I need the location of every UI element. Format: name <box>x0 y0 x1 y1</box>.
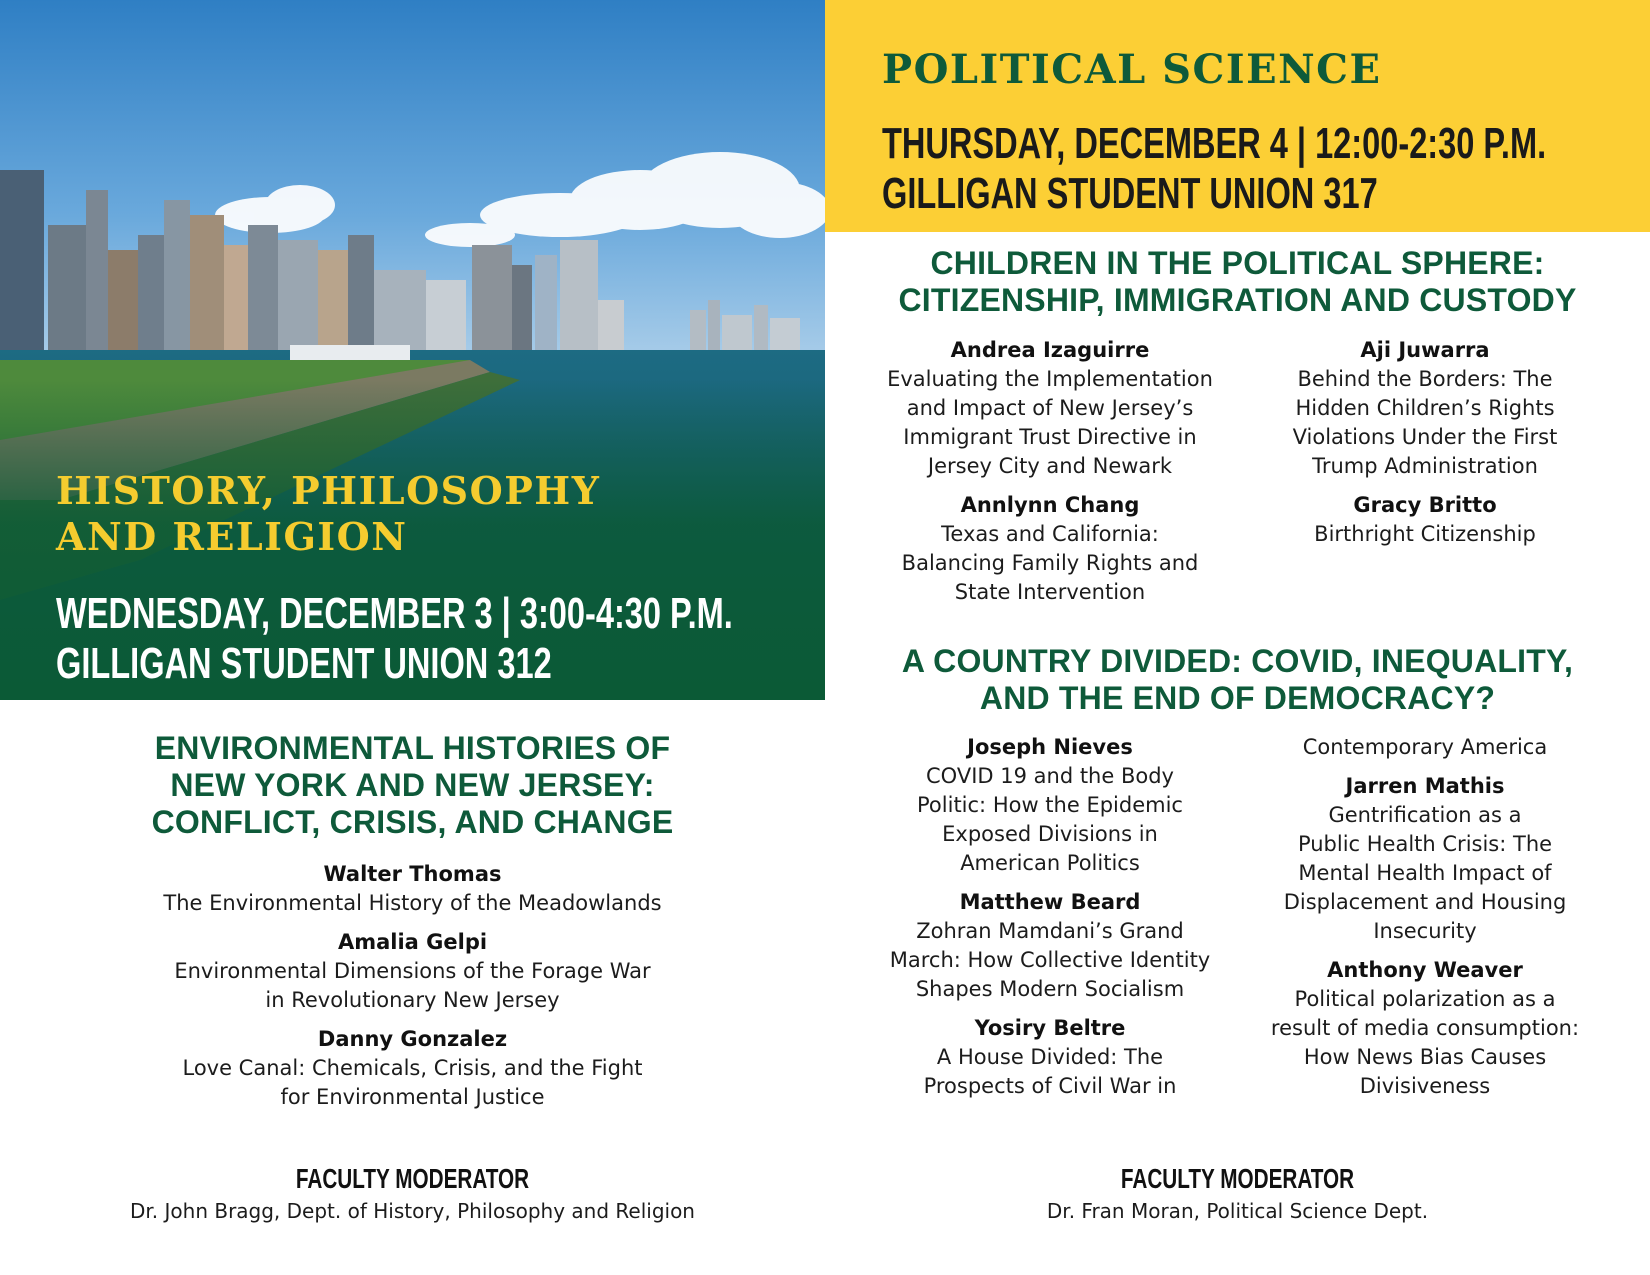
presenter-topic: Evaluating the Implementation and Impact of New Jersey’s Immigrant Trust Directive in Jersey City and Newark <box>887 367 1213 478</box>
presenter-topic: Birthright Citizenship <box>1314 522 1536 546</box>
polisci-panel1-title: CHILDREN IN THE POLITICAL SPHERE: CITIZENSHIP, IMMIGRATION AND CUSTODY <box>898 245 1577 318</box>
history-presenter-list <box>100 860 725 1122</box>
presenter <box>100 1025 725 1112</box>
presenter-topic: Love Canal: Chemicals, Crisis, and the Fight for Environmental Justice <box>182 1056 643 1109</box>
presenter <box>870 336 1230 481</box>
polisci-header <box>825 0 1650 232</box>
history-date-time: WEDNESDAY, DECEMBER 3 | 3:00-4:30 P.M. <box>56 589 733 638</box>
presenter-topic: Texas and California: Balancing Family Rights and State Intervention <box>901 522 1199 604</box>
history-panel-title: ENVIRONMENTAL HISTORIES OF NEW YORK AND NEW JERSEY: CONFLICT, CRISIS, AND CHANGE <box>151 730 674 840</box>
presenter-name: Amalia Gelpi <box>337 930 488 954</box>
presenter <box>100 860 725 918</box>
presenter-name: Joseph Nieves <box>967 735 1133 759</box>
presenter <box>1245 336 1605 481</box>
presenter-topic: A House Divided: The Prospects of Civil War in <box>923 1045 1177 1098</box>
presenter <box>870 733 1230 878</box>
presenter-name: Andrea Izaguirre <box>950 338 1150 362</box>
presenter <box>1245 956 1605 1101</box>
presenter-name: Anthony Weaver <box>1327 958 1523 982</box>
presenter-topic: Political polarization as a result of media consumption: How News Bias Causes Divisiveness <box>1270 987 1580 1098</box>
presenter <box>100 928 725 1015</box>
polisci-location: GILLIGAN STUDENT UNION 317 <box>882 169 1378 218</box>
moderator-name: Dr. John Bragg, Dept. of History, Philosophy and Religion <box>130 1199 695 1223</box>
panel2-column-2 <box>1245 733 1605 1111</box>
presenter-topic: Environmental Dimensions of the Forage War in Revolutionary New Jersey <box>174 959 651 1012</box>
presenter <box>1245 772 1605 946</box>
presenter-topic: The Environmental History of the Meadowlands <box>163 891 662 915</box>
presenter <box>870 491 1230 607</box>
history-location: GILLIGAN STUDENT UNION 312 <box>56 639 552 688</box>
presenter-topic: Zohran Mamdani’s Grand March: How Collective Identity Shapes Modern Socialism <box>889 919 1211 1001</box>
polisci-moderator <box>825 1163 1650 1225</box>
presenter-topic: COVID 19 and the Body Politic: How the Epidemic Exposed Divisions in American Politics <box>917 764 1183 875</box>
presenter-topic: Behind the Borders: The Hidden Children’s Rights Violations Under the First Trump Administration <box>1292 367 1558 478</box>
history-moderator <box>0 1163 825 1225</box>
history-hero <box>0 0 825 700</box>
history-department-title: HISTORY, PHILOSOPHY AND RELIGION <box>56 468 601 559</box>
presenter-name: Annlynn Chang <box>960 493 1140 517</box>
presenter-name: Yosiry Beltre <box>974 1016 1126 1040</box>
presenter-name: Danny Gonzalez <box>317 1027 508 1051</box>
moderator-name: Dr. Fran Moran, Political Science Dept. <box>1046 1199 1429 1223</box>
moderator-label: FACULTY MODERATOR <box>1120 1163 1355 1194</box>
presenter-name: Jarren Mathis <box>1345 774 1505 798</box>
presenter <box>1245 491 1605 549</box>
panel1-column-2 <box>1245 336 1605 559</box>
presenter-name: Aji Juwarra <box>1360 338 1490 362</box>
polisci-panel2-title: A COUNTRY DIVIDED: COVID, INEQUALITY, AND THE END OF DEMOCRACY? <box>901 643 1574 716</box>
presenter-name: Matthew Beard <box>959 890 1141 914</box>
presenter-name: Gracy Britto <box>1353 493 1497 517</box>
presenter <box>870 1014 1230 1101</box>
moderator-label: FACULTY MODERATOR <box>295 1163 530 1194</box>
presenter-topic-continuation <box>1245 733 1605 762</box>
presenter-topic: Contemporary America <box>1302 735 1548 759</box>
polisci-date-time: THURSDAY, DECEMBER 4 | 12:00-2:30 P.M. <box>882 119 1547 168</box>
panel2-column-1 <box>870 733 1230 1111</box>
polisci-department-title: POLITICAL SCIENCE <box>882 46 1382 93</box>
presenter <box>870 888 1230 1004</box>
presenter-name: Walter Thomas <box>323 862 502 886</box>
history-heading-block <box>56 468 796 688</box>
presenter-topic: Gentrification as a Public Health Crisis: The Mental Health Impact of Displacement and Housing Insecurity <box>1283 803 1567 943</box>
panel1-column-1 <box>870 336 1230 617</box>
